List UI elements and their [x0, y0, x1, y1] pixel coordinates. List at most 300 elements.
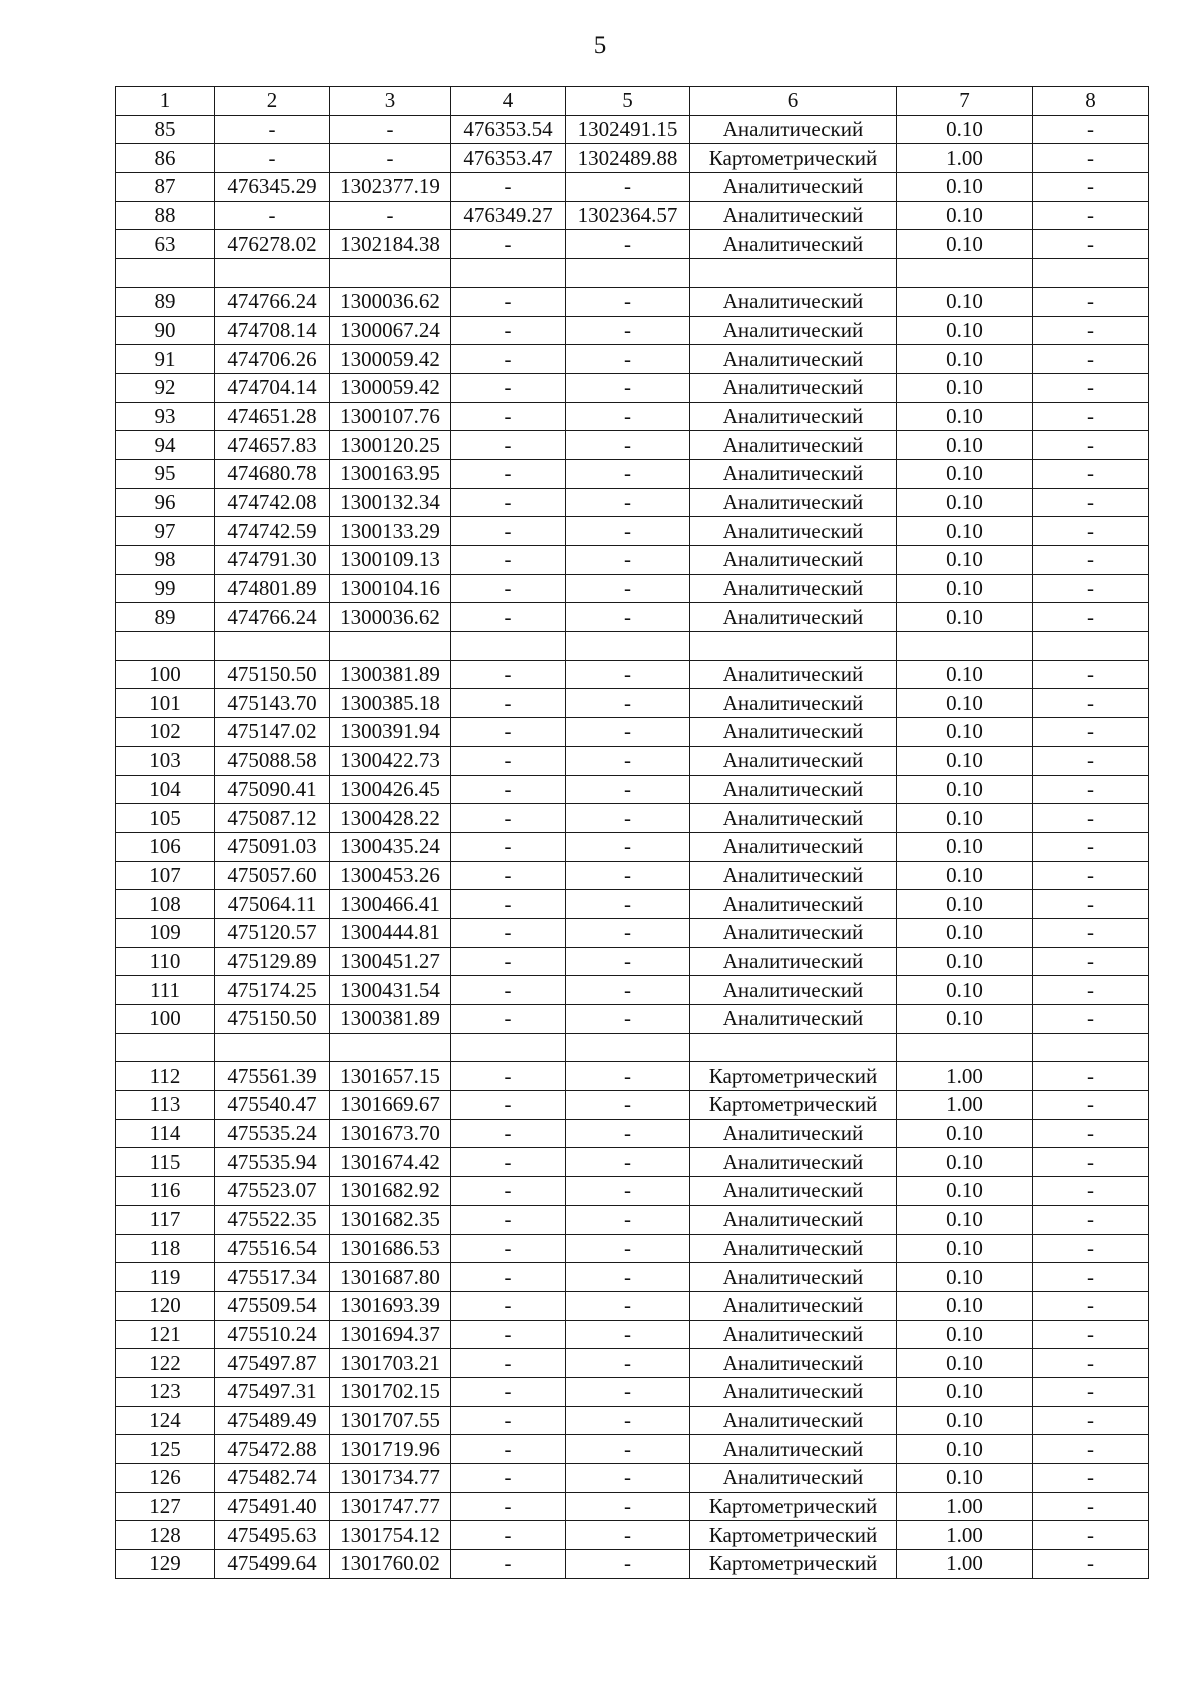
accuracy-cell: 1.00 — [897, 1091, 1033, 1120]
description-cell: - — [1033, 746, 1149, 775]
point-number-cell: 104 — [116, 775, 215, 804]
y-coord-alt-cell: - — [566, 1492, 690, 1521]
x-coord-alt-cell: - — [451, 287, 566, 316]
table-row — [116, 1435, 1149, 1464]
x-coord-alt-cell: - — [451, 345, 566, 374]
x-coord-alt-cell: - — [451, 976, 566, 1005]
point-number-cell: 96 — [116, 488, 215, 517]
point-number-cell: 87 — [116, 173, 215, 202]
description-cell: - — [1033, 488, 1149, 517]
column-header: 4 — [451, 87, 566, 116]
y-coord-cell: 1300059.42 — [330, 345, 451, 374]
accuracy-cell: 0.10 — [897, 546, 1033, 575]
method-cell: Картометрический — [690, 1492, 897, 1521]
table-row — [116, 890, 1149, 919]
y-coord-cell: 1301682.35 — [330, 1205, 451, 1234]
table-row — [116, 660, 1149, 689]
method-cell: Аналитический — [690, 976, 897, 1005]
method-cell: Аналитический — [690, 746, 897, 775]
x-coord-cell: 475497.31 — [215, 1377, 330, 1406]
point-number-cell: 112 — [116, 1062, 215, 1091]
x-coord-alt-cell: 476353.54 — [451, 115, 566, 144]
y-coord-alt-cell: - — [566, 1177, 690, 1206]
description-cell: - — [1033, 1091, 1149, 1120]
y-coord-alt-cell: - — [566, 402, 690, 431]
method-cell: Аналитический — [690, 1234, 897, 1263]
accuracy-cell: 0.10 — [897, 115, 1033, 144]
y-coord-cell — [330, 1033, 451, 1062]
separator-row — [116, 1033, 1149, 1062]
table-row — [116, 1406, 1149, 1435]
y-coord-cell: 1301707.55 — [330, 1406, 451, 1435]
separator-row — [116, 259, 1149, 288]
table-row — [116, 861, 1149, 890]
y-coord-cell — [330, 259, 451, 288]
x-coord-cell: 475510.24 — [215, 1320, 330, 1349]
method-cell: Аналитический — [690, 201, 897, 230]
y-coord-alt-cell: - — [566, 1062, 690, 1091]
y-coord-cell: 1300163.95 — [330, 459, 451, 488]
description-cell: - — [1033, 918, 1149, 947]
point-number-cell: 115 — [116, 1148, 215, 1177]
point-number-cell: 106 — [116, 832, 215, 861]
x-coord-alt-cell — [451, 1033, 566, 1062]
y-coord-cell: 1300132.34 — [330, 488, 451, 517]
table-row — [116, 1263, 1149, 1292]
y-coord-cell: 1301686.53 — [330, 1234, 451, 1263]
method-cell: Аналитический — [690, 1119, 897, 1148]
description-cell: - — [1033, 1205, 1149, 1234]
y-coord-alt-cell: - — [566, 1320, 690, 1349]
table-row — [116, 746, 1149, 775]
x-coord-cell: 475499.64 — [215, 1550, 330, 1579]
accuracy-cell: 0.10 — [897, 488, 1033, 517]
y-coord-alt-cell — [566, 259, 690, 288]
x-coord-cell: 475540.47 — [215, 1091, 330, 1120]
x-coord-cell: 475057.60 — [215, 861, 330, 890]
x-coord-alt-cell: - — [451, 890, 566, 919]
x-coord-alt-cell: - — [451, 459, 566, 488]
y-coord-alt-cell: - — [566, 431, 690, 460]
x-coord-alt-cell: - — [451, 775, 566, 804]
point-number-cell: 109 — [116, 918, 215, 947]
description-cell — [1033, 632, 1149, 661]
x-coord-cell: 475482.74 — [215, 1464, 330, 1493]
y-coord-alt-cell: - — [566, 976, 690, 1005]
description-cell: - — [1033, 775, 1149, 804]
y-coord-cell: 1300036.62 — [330, 287, 451, 316]
y-coord-alt-cell: - — [566, 1205, 690, 1234]
y-coord-alt-cell: - — [566, 918, 690, 947]
accuracy-cell: 0.10 — [897, 660, 1033, 689]
table-row — [116, 1320, 1149, 1349]
x-coord-alt-cell: - — [451, 746, 566, 775]
description-cell: - — [1033, 431, 1149, 460]
accuracy-cell: 0.10 — [897, 976, 1033, 1005]
point-number-cell: 108 — [116, 890, 215, 919]
description-cell: - — [1033, 1320, 1149, 1349]
accuracy-cell: 0.10 — [897, 1320, 1033, 1349]
x-coord-cell: 475087.12 — [215, 804, 330, 833]
point-number-cell: 124 — [116, 1406, 215, 1435]
y-coord-cell: 1301703.21 — [330, 1349, 451, 1378]
x-coord-cell: 474801.89 — [215, 574, 330, 603]
point-number-cell: 89 — [116, 287, 215, 316]
table-row — [116, 488, 1149, 517]
y-coord-cell: 1300120.25 — [330, 431, 451, 460]
description-cell: - — [1033, 201, 1149, 230]
x-coord-cell: 475497.87 — [215, 1349, 330, 1378]
accuracy-cell: 0.10 — [897, 1291, 1033, 1320]
y-coord-alt-cell: - — [566, 316, 690, 345]
table-row — [116, 345, 1149, 374]
table-row — [116, 603, 1149, 632]
table-row — [116, 1349, 1149, 1378]
method-cell: Аналитический — [690, 861, 897, 890]
y-coord-alt-cell — [566, 1033, 690, 1062]
y-coord-cell: 1301673.70 — [330, 1119, 451, 1148]
x-coord-cell: 476278.02 — [215, 230, 330, 259]
y-coord-alt-cell: - — [566, 459, 690, 488]
description-cell: - — [1033, 1406, 1149, 1435]
table-row — [116, 546, 1149, 575]
y-coord-cell: 1301657.15 — [330, 1062, 451, 1091]
x-coord-cell: 474766.24 — [215, 287, 330, 316]
description-cell: - — [1033, 1550, 1149, 1579]
y-coord-alt-cell: - — [566, 890, 690, 919]
accuracy-cell: 0.10 — [897, 1464, 1033, 1493]
table-row — [116, 115, 1149, 144]
x-coord-cell: 475143.70 — [215, 689, 330, 718]
y-coord-alt-cell: - — [566, 1349, 690, 1378]
point-number-cell — [116, 259, 215, 288]
x-coord-cell: 475535.94 — [215, 1148, 330, 1177]
description-cell: - — [1033, 1464, 1149, 1493]
table-row — [116, 574, 1149, 603]
point-number-cell: 97 — [116, 517, 215, 546]
x-coord-alt-cell: - — [451, 689, 566, 718]
description-cell: - — [1033, 316, 1149, 345]
y-coord-alt-cell: - — [566, 660, 690, 689]
description-cell: - — [1033, 861, 1149, 890]
accuracy-cell: 0.10 — [897, 775, 1033, 804]
y-coord-alt-cell: - — [566, 1148, 690, 1177]
x-coord-cell: 475150.50 — [215, 660, 330, 689]
point-number-cell: 110 — [116, 947, 215, 976]
accuracy-cell: 0.10 — [897, 1377, 1033, 1406]
method-cell: Аналитический — [690, 1377, 897, 1406]
accuracy-cell: 0.10 — [897, 431, 1033, 460]
accuracy-cell: 0.10 — [897, 287, 1033, 316]
method-cell: Аналитический — [690, 1177, 897, 1206]
x-coord-cell: - — [215, 144, 330, 173]
description-cell: - — [1033, 287, 1149, 316]
coordinates-table — [115, 86, 1149, 1579]
x-coord-alt-cell: - — [451, 1377, 566, 1406]
column-header: 3 — [330, 87, 451, 116]
column-header: 1 — [116, 87, 215, 116]
x-coord-alt-cell: - — [451, 1234, 566, 1263]
description-cell: - — [1033, 976, 1149, 1005]
x-coord-alt-cell: - — [451, 517, 566, 546]
description-cell: - — [1033, 1521, 1149, 1550]
table-header-row — [116, 87, 1149, 116]
description-cell: - — [1033, 373, 1149, 402]
y-coord-cell: 1300453.26 — [330, 861, 451, 890]
table-row — [116, 1062, 1149, 1091]
method-cell: Аналитический — [690, 402, 897, 431]
x-coord-cell: 475064.11 — [215, 890, 330, 919]
table-row — [116, 287, 1149, 316]
y-coord-alt-cell: - — [566, 1464, 690, 1493]
accuracy-cell: 0.10 — [897, 316, 1033, 345]
point-number-cell: 88 — [116, 201, 215, 230]
method-cell: Картометрический — [690, 144, 897, 173]
description-cell: - — [1033, 115, 1149, 144]
table-row — [116, 775, 1149, 804]
y-coord-cell: 1301669.67 — [330, 1091, 451, 1120]
y-coord-cell: 1300109.13 — [330, 546, 451, 575]
y-coord-alt-cell: - — [566, 1234, 690, 1263]
description-cell: - — [1033, 546, 1149, 575]
method-cell — [690, 632, 897, 661]
y-coord-cell: 1300431.54 — [330, 976, 451, 1005]
method-cell: Аналитический — [690, 373, 897, 402]
column-header: 5 — [566, 87, 690, 116]
point-number-cell: 121 — [116, 1320, 215, 1349]
y-coord-alt-cell: - — [566, 718, 690, 747]
method-cell: Аналитический — [690, 345, 897, 374]
accuracy-cell: 0.10 — [897, 201, 1033, 230]
accuracy-cell: 0.10 — [897, 1406, 1033, 1435]
y-coord-cell: 1300422.73 — [330, 746, 451, 775]
y-coord-cell: 1301702.15 — [330, 1377, 451, 1406]
x-coord-cell: 475489.49 — [215, 1406, 330, 1435]
method-cell — [690, 1033, 897, 1062]
y-coord-alt-cell: - — [566, 1005, 690, 1034]
method-cell: Аналитический — [690, 431, 897, 460]
accuracy-cell: 0.10 — [897, 173, 1033, 202]
method-cell — [690, 259, 897, 288]
table-row — [116, 718, 1149, 747]
point-number-cell: 95 — [116, 459, 215, 488]
y-coord-alt-cell: - — [566, 861, 690, 890]
point-number-cell: 98 — [116, 546, 215, 575]
x-coord-cell: 475120.57 — [215, 918, 330, 947]
x-coord-cell: 474651.28 — [215, 402, 330, 431]
method-cell: Аналитический — [690, 804, 897, 833]
point-number-cell: 93 — [116, 402, 215, 431]
description-cell — [1033, 1033, 1149, 1062]
table-row — [116, 832, 1149, 861]
point-number-cell: 102 — [116, 718, 215, 747]
method-cell: Аналитический — [690, 918, 897, 947]
method-cell: Аналитический — [690, 230, 897, 259]
method-cell: Картометрический — [690, 1550, 897, 1579]
accuracy-cell: 1.00 — [897, 1062, 1033, 1091]
method-cell: Картометрический — [690, 1062, 897, 1091]
accuracy-cell: 0.10 — [897, 603, 1033, 632]
x-coord-alt-cell: - — [451, 1177, 566, 1206]
y-coord-alt-cell: - — [566, 1521, 690, 1550]
point-number-cell: 107 — [116, 861, 215, 890]
description-cell: - — [1033, 832, 1149, 861]
description-cell: - — [1033, 230, 1149, 259]
table-row — [116, 1205, 1149, 1234]
x-coord-alt-cell: - — [451, 1320, 566, 1349]
accuracy-cell: 1.00 — [897, 1492, 1033, 1521]
x-coord-alt-cell: - — [451, 546, 566, 575]
y-coord-cell: 1302184.38 — [330, 230, 451, 259]
x-coord-cell: 475090.41 — [215, 775, 330, 804]
y-coord-alt-cell: - — [566, 1406, 690, 1435]
table-row — [116, 1550, 1149, 1579]
description-cell: - — [1033, 1349, 1149, 1378]
x-coord-cell: - — [215, 201, 330, 230]
method-cell: Аналитический — [690, 1349, 897, 1378]
table-row — [116, 316, 1149, 345]
y-coord-alt-cell: - — [566, 345, 690, 374]
point-number-cell: 94 — [116, 431, 215, 460]
accuracy-cell: 0.10 — [897, 1205, 1033, 1234]
accuracy-cell: 0.10 — [897, 718, 1033, 747]
point-number-cell: 85 — [116, 115, 215, 144]
description-cell: - — [1033, 402, 1149, 431]
x-coord-cell: 475509.54 — [215, 1291, 330, 1320]
table-row — [116, 201, 1149, 230]
accuracy-cell: 0.10 — [897, 1119, 1033, 1148]
y-coord-cell: 1301694.37 — [330, 1320, 451, 1349]
table-row — [116, 431, 1149, 460]
accuracy-cell: 0.10 — [897, 1349, 1033, 1378]
description-cell: - — [1033, 718, 1149, 747]
column-header: 7 — [897, 87, 1033, 116]
accuracy-cell: 1.00 — [897, 144, 1033, 173]
y-coord-cell: 1300435.24 — [330, 832, 451, 861]
y-coord-alt-cell: - — [566, 1263, 690, 1292]
y-coord-alt-cell: - — [566, 1550, 690, 1579]
point-number-cell: 127 — [116, 1492, 215, 1521]
method-cell: Аналитический — [690, 775, 897, 804]
point-number-cell: 113 — [116, 1091, 215, 1120]
y-coord-cell: 1300107.76 — [330, 402, 451, 431]
x-coord-cell: 475174.25 — [215, 976, 330, 1005]
accuracy-cell: 0.10 — [897, 373, 1033, 402]
y-coord-alt-cell: - — [566, 775, 690, 804]
x-coord-cell: 475091.03 — [215, 832, 330, 861]
point-number-cell: 86 — [116, 144, 215, 173]
y-coord-alt-cell: - — [566, 574, 690, 603]
y-coord-alt-cell: - — [566, 173, 690, 202]
y-coord-cell: 1300466.41 — [330, 890, 451, 919]
y-coord-cell: 1300451.27 — [330, 947, 451, 976]
y-coord-cell: 1300444.81 — [330, 918, 451, 947]
y-coord-alt-cell — [566, 632, 690, 661]
table-row — [116, 144, 1149, 173]
x-coord-alt-cell: - — [451, 1550, 566, 1579]
x-coord-cell: 475150.50 — [215, 1005, 330, 1034]
y-coord-alt-cell: - — [566, 603, 690, 632]
x-coord-cell: 474742.08 — [215, 488, 330, 517]
y-coord-alt-cell: - — [566, 947, 690, 976]
point-number-cell — [116, 632, 215, 661]
x-coord-alt-cell: - — [451, 574, 566, 603]
x-coord-alt-cell: - — [451, 603, 566, 632]
x-coord-alt-cell: - — [451, 230, 566, 259]
x-coord-cell: 475561.39 — [215, 1062, 330, 1091]
point-number-cell: 126 — [116, 1464, 215, 1493]
y-coord-alt-cell: - — [566, 1435, 690, 1464]
x-coord-alt-cell: - — [451, 918, 566, 947]
x-coord-cell — [215, 632, 330, 661]
method-cell: Аналитический — [690, 689, 897, 718]
point-number-cell: 122 — [116, 1349, 215, 1378]
description-cell — [1033, 259, 1149, 288]
table-row — [116, 804, 1149, 833]
y-coord-alt-cell: 1302489.88 — [566, 144, 690, 173]
y-coord-cell: 1300104.16 — [330, 574, 451, 603]
y-coord-alt-cell: - — [566, 832, 690, 861]
y-coord-cell: 1300381.89 — [330, 660, 451, 689]
point-number-cell: 118 — [116, 1234, 215, 1263]
accuracy-cell — [897, 1033, 1033, 1062]
x-coord-alt-cell: - — [451, 1464, 566, 1493]
separator-row — [116, 632, 1149, 661]
x-coord-cell: 474657.83 — [215, 431, 330, 460]
point-number-cell: 99 — [116, 574, 215, 603]
x-coord-cell: 475535.24 — [215, 1119, 330, 1148]
method-cell: Аналитический — [690, 173, 897, 202]
point-number-cell: 111 — [116, 976, 215, 1005]
x-coord-cell: 475491.40 — [215, 1492, 330, 1521]
y-coord-cell: 1301747.77 — [330, 1492, 451, 1521]
y-coord-alt-cell: - — [566, 546, 690, 575]
method-cell: Аналитический — [690, 488, 897, 517]
y-coord-cell: 1301682.92 — [330, 1177, 451, 1206]
y-coord-cell: 1301693.39 — [330, 1291, 451, 1320]
x-coord-alt-cell: - — [451, 1521, 566, 1550]
method-cell: Аналитический — [690, 574, 897, 603]
point-number-cell: 92 — [116, 373, 215, 402]
x-coord-cell: 474766.24 — [215, 603, 330, 632]
description-cell: - — [1033, 345, 1149, 374]
y-coord-cell: - — [330, 115, 451, 144]
table-row — [116, 976, 1149, 1005]
x-coord-alt-cell: - — [451, 861, 566, 890]
x-coord-alt-cell — [451, 632, 566, 661]
accuracy-cell: 0.10 — [897, 1148, 1033, 1177]
y-coord-cell: 1300059.42 — [330, 373, 451, 402]
point-number-cell: 123 — [116, 1377, 215, 1406]
y-coord-cell: 1301719.96 — [330, 1435, 451, 1464]
y-coord-cell: 1300036.62 — [330, 603, 451, 632]
x-coord-alt-cell: 476353.47 — [451, 144, 566, 173]
table-row — [116, 1091, 1149, 1120]
table-row — [116, 459, 1149, 488]
description-cell: - — [1033, 1263, 1149, 1292]
method-cell: Аналитический — [690, 1291, 897, 1320]
point-number-cell: 120 — [116, 1291, 215, 1320]
table-row — [116, 517, 1149, 546]
table-row — [116, 173, 1149, 202]
x-coord-cell: 474704.14 — [215, 373, 330, 402]
accuracy-cell — [897, 259, 1033, 288]
x-coord-alt-cell: - — [451, 1062, 566, 1091]
y-coord-cell — [330, 632, 451, 661]
method-cell: Аналитический — [690, 1406, 897, 1435]
y-coord-cell: 1300381.89 — [330, 1005, 451, 1034]
x-coord-cell: 475523.07 — [215, 1177, 330, 1206]
